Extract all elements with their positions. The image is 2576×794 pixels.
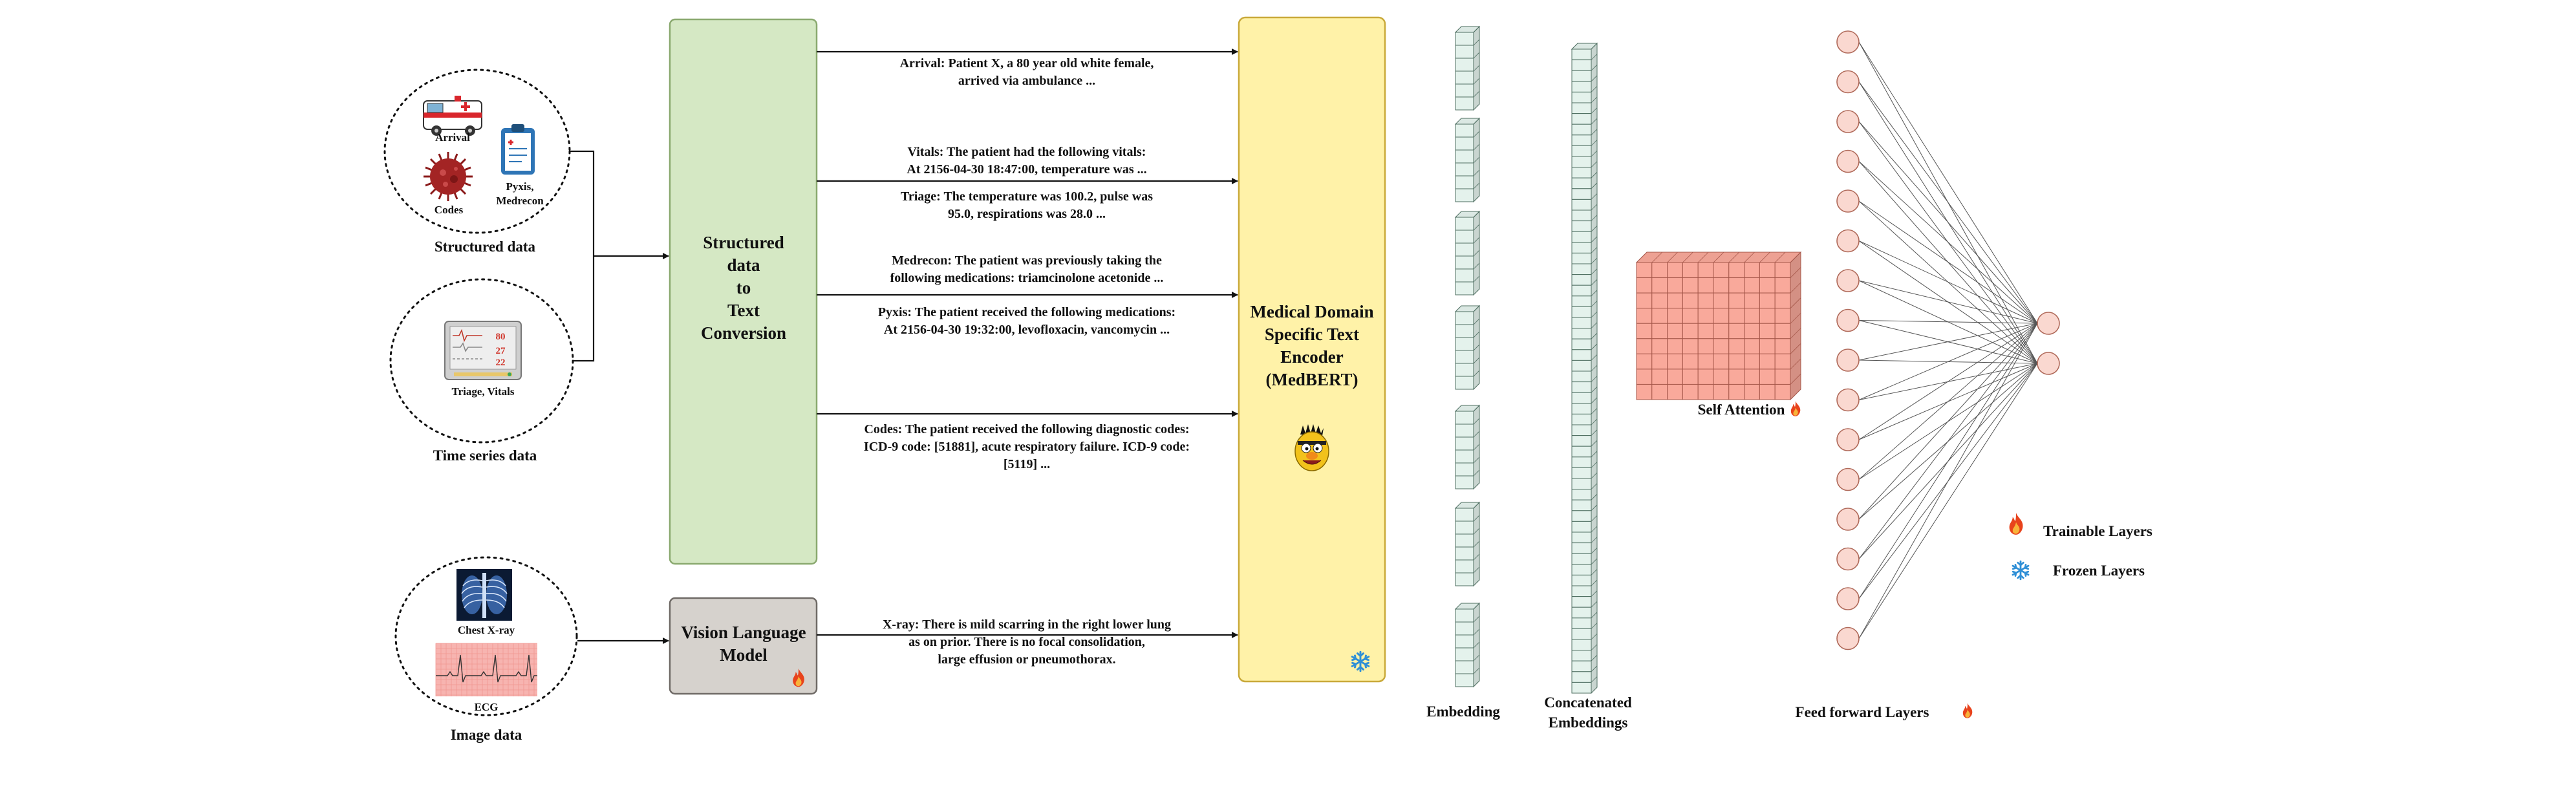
ffn-label: Feed forward Layers xyxy=(1795,704,1929,720)
pyxis-text-1: Pyxis: The patient received the following medications: xyxy=(877,305,1176,319)
pyxis-text-2: At 2156-04-30 19:32:00, levofloxacin, vancomycin ... xyxy=(883,323,1170,337)
output-neuron-1 xyxy=(2037,312,2059,334)
ambulance-icon xyxy=(424,96,482,136)
pyxis-caption: Pyxis, xyxy=(506,180,534,193)
xray-icon xyxy=(456,569,512,621)
vlm-line-2: Model xyxy=(720,645,767,665)
input-neuron-16 xyxy=(1837,628,1859,650)
codes-text-1: Codes: The patient received the following diagnostic codes: xyxy=(864,422,1190,436)
text-arrows xyxy=(817,52,1238,635)
medrecon-caption: Medrecon xyxy=(496,195,544,207)
self-attention-label: Self Attention xyxy=(1697,402,1785,418)
snowflake-icon xyxy=(2013,561,2028,579)
concat-label-2: Embeddings xyxy=(1548,714,1628,731)
structured-to-text-box xyxy=(670,19,817,564)
converter-line-4: Text xyxy=(727,301,760,320)
medbert-encoder-box xyxy=(1239,17,1385,681)
xray-caption: Chest X-ray xyxy=(457,624,515,636)
input-neuron-1 xyxy=(1837,31,1859,53)
monitor-value-1: 80 xyxy=(495,332,506,342)
input-neuron-9 xyxy=(1837,349,1859,371)
monitor-icon xyxy=(445,321,521,380)
embedding-column-4 xyxy=(1455,306,1479,389)
arrival-text-1: Arrival: Patient X, a 80 year old white female, xyxy=(899,56,1154,70)
embedding-column-6 xyxy=(1455,502,1479,586)
image-data-group xyxy=(396,557,577,715)
embedding-column-2 xyxy=(1455,118,1479,202)
arrival-caption: Arrival xyxy=(435,131,470,144)
generated-texts xyxy=(864,56,1190,667)
source-connectors xyxy=(570,151,669,641)
converter-line-1: Structured xyxy=(703,233,784,252)
codes-text-2: ICD-9 code: [51881], acute respiratory failure. ICD-9 code: xyxy=(863,440,1190,454)
encoder-line-3: Encoder xyxy=(1280,347,1344,367)
embedding-column-3 xyxy=(1455,211,1479,295)
vision-language-model-box xyxy=(670,598,817,694)
structured-data-group xyxy=(385,70,570,233)
input-neuron-6 xyxy=(1837,230,1859,252)
virus-icon xyxy=(424,152,473,201)
clipboard-icon xyxy=(501,124,535,175)
vitals-text-2: At 2156-04-30 18:47:00, temperature was ... xyxy=(907,162,1147,177)
input-neuron-8 xyxy=(1837,310,1859,332)
converter-line-3: to xyxy=(736,278,751,297)
codes-caption: Codes xyxy=(434,204,464,216)
concatenated-embedding-column xyxy=(1572,43,1597,693)
input-neuron-10 xyxy=(1837,389,1859,411)
embedding-columns xyxy=(1455,27,1479,687)
legend xyxy=(2010,513,2152,579)
concatenated-embedding xyxy=(1572,43,1597,693)
xray-text-1: X-ray: There is mild scarring in the right lower lung xyxy=(882,617,1172,632)
codes-text-3: [5119] ... xyxy=(1003,457,1051,471)
embedding-column-1 xyxy=(1455,27,1479,110)
input-neuron-13 xyxy=(1837,508,1859,530)
structured-data-title: Structured data xyxy=(434,239,536,255)
vlm-line-1: Vision Language xyxy=(681,623,806,642)
medrecon-text-2: following medications: triamcinolone acetonide ... xyxy=(890,271,1164,285)
input-neuron-12 xyxy=(1837,469,1859,491)
legend-trainable: Trainable Layers xyxy=(2043,523,2152,539)
input-neuron-2 xyxy=(1837,71,1859,93)
input-neuron-15 xyxy=(1837,588,1859,610)
triage-text-1: Triage: The temperature was 100.2, pulse was xyxy=(901,189,1153,204)
arrival-text-2: arrived via ambulance ... xyxy=(958,74,1096,88)
embedding-column-7 xyxy=(1455,603,1479,687)
legend-frozen: Frozen Layers xyxy=(2053,563,2145,579)
input-neuron-14 xyxy=(1837,548,1859,570)
xray-text-2: as on prior. There is no focal consolidation, xyxy=(908,635,1145,649)
image-data-title: Image data xyxy=(450,727,522,743)
triage-text-2: 95.0, respirations was 28.0 ... xyxy=(947,207,1106,221)
time-series-title: Time series data xyxy=(433,447,537,464)
time-series-group xyxy=(391,279,573,442)
concat-label-1: Concatenated xyxy=(1544,694,1632,711)
fire-icon xyxy=(1963,703,1972,718)
ecg-caption: ECG xyxy=(474,701,499,713)
ffn-connections xyxy=(1859,42,2037,639)
monitor-value-3: 22 xyxy=(495,358,506,368)
output-neuron-2 xyxy=(2037,352,2059,374)
input-neuron-7 xyxy=(1837,270,1859,292)
feed-forward-network xyxy=(1837,31,2059,650)
encoder-line-4: (MedBERT) xyxy=(1265,370,1358,389)
triage-vitals-caption: Triage, Vitals xyxy=(451,385,515,398)
attention-side-face xyxy=(1790,252,1801,400)
vitals-text-1: Vitals: The patient had the following vitals: xyxy=(907,145,1146,159)
embedding-label: Embedding xyxy=(1426,703,1500,720)
converter-line-2: data xyxy=(727,255,760,275)
input-neuron-5 xyxy=(1837,190,1859,212)
encoder-line-2: Specific Text xyxy=(1264,325,1360,344)
xray-text-3: large effusion or pneumothorax. xyxy=(938,652,1116,667)
embedding-column-5 xyxy=(1455,405,1479,489)
input-neuron-3 xyxy=(1837,111,1859,133)
fire-icon xyxy=(2010,513,2023,535)
ecg-icon xyxy=(436,643,537,696)
fire-icon xyxy=(1791,401,1800,416)
input-neuron-4 xyxy=(1837,151,1859,173)
encoder-line-1: Medical Domain xyxy=(1250,302,1374,321)
self-attention-grid xyxy=(1637,252,1801,400)
input-neuron-11 xyxy=(1837,429,1859,451)
medrecon-text-1: Medrecon: The patient was previously taking the xyxy=(892,253,1162,268)
monitor-value-2: 27 xyxy=(495,346,506,356)
converter-line-5: Conversion xyxy=(700,323,787,343)
